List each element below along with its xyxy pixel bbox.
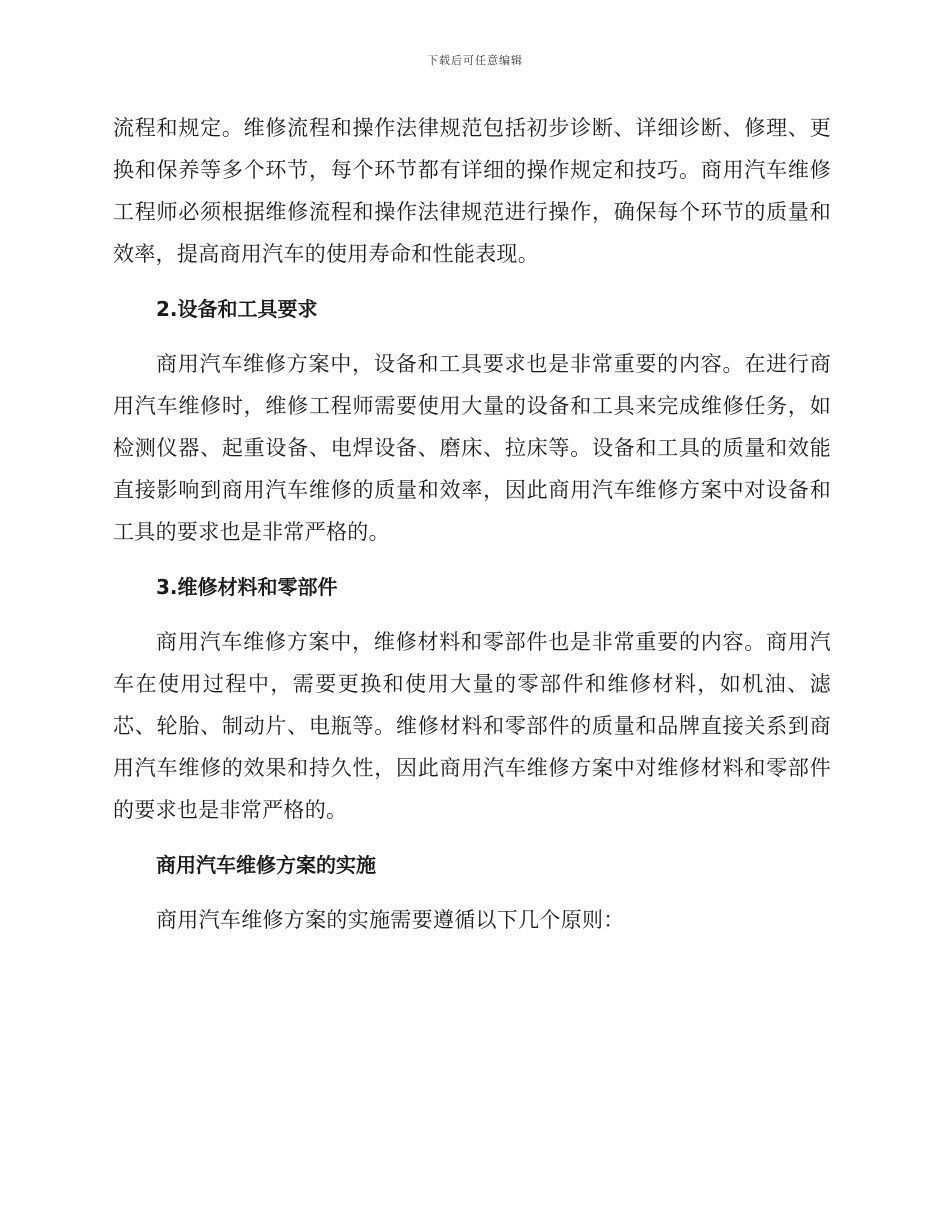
paragraph-continued: 流程和规定。维修流程和操作法律规范包括初步诊断、详细诊断、修理、更换和保养等多个环节，每个环节都有详细的操作规定和技巧。商用汽车维修工程师必须根据维修流程和操作法律规范进行操作，确保每个环节的质量和效率，提高商用汽车的使用寿命和性能表现。 <box>113 116 831 266</box>
section-heading-implementation: 商用汽车维修方案的实施 <box>156 853 376 877</box>
paragraph-materials-parts: 商用汽车维修方案中，维修材料和零部件也是非常重要的内容。商用汽车在使用过程中，需要更换和使用大量的零部件和维修材料，如机油、滤芯、轮胎、制动片、电瓶等。维修材料和零部件的质量和品牌直接关系到商用汽车维修的效果和持久性，因此商用汽车维修方案中对维修材料和零部件的要求也是非常严格的。 <box>113 630 831 822</box>
paragraph-implementation: 商用汽车维修方案的实施需要遵循以下几个原则： <box>156 908 625 932</box>
document-body <box>113 107 831 941</box>
section-heading-materials-parts: 3.维修材料和零部件 <box>156 575 338 599</box>
page-header: 下载后可任意编辑 <box>427 54 523 67</box>
paragraph-equipment-tools: 商用汽车维修方案中，设备和工具要求也是非常重要的内容。在进行商用汽车维修时，维修工程师需要使用大量的设备和工具来完成维修任务，如检测仪器、起重设备、电焊设备、磨床、拉床等。设备和工具的质量和效能直接影响到商用汽车维修的质量和效率，因此商用汽车维修方案中对设备和工具的要求也是非常严格的。 <box>113 352 831 544</box>
section-heading-equipment-tools: 2.设备和工具要求 <box>156 297 318 321</box>
